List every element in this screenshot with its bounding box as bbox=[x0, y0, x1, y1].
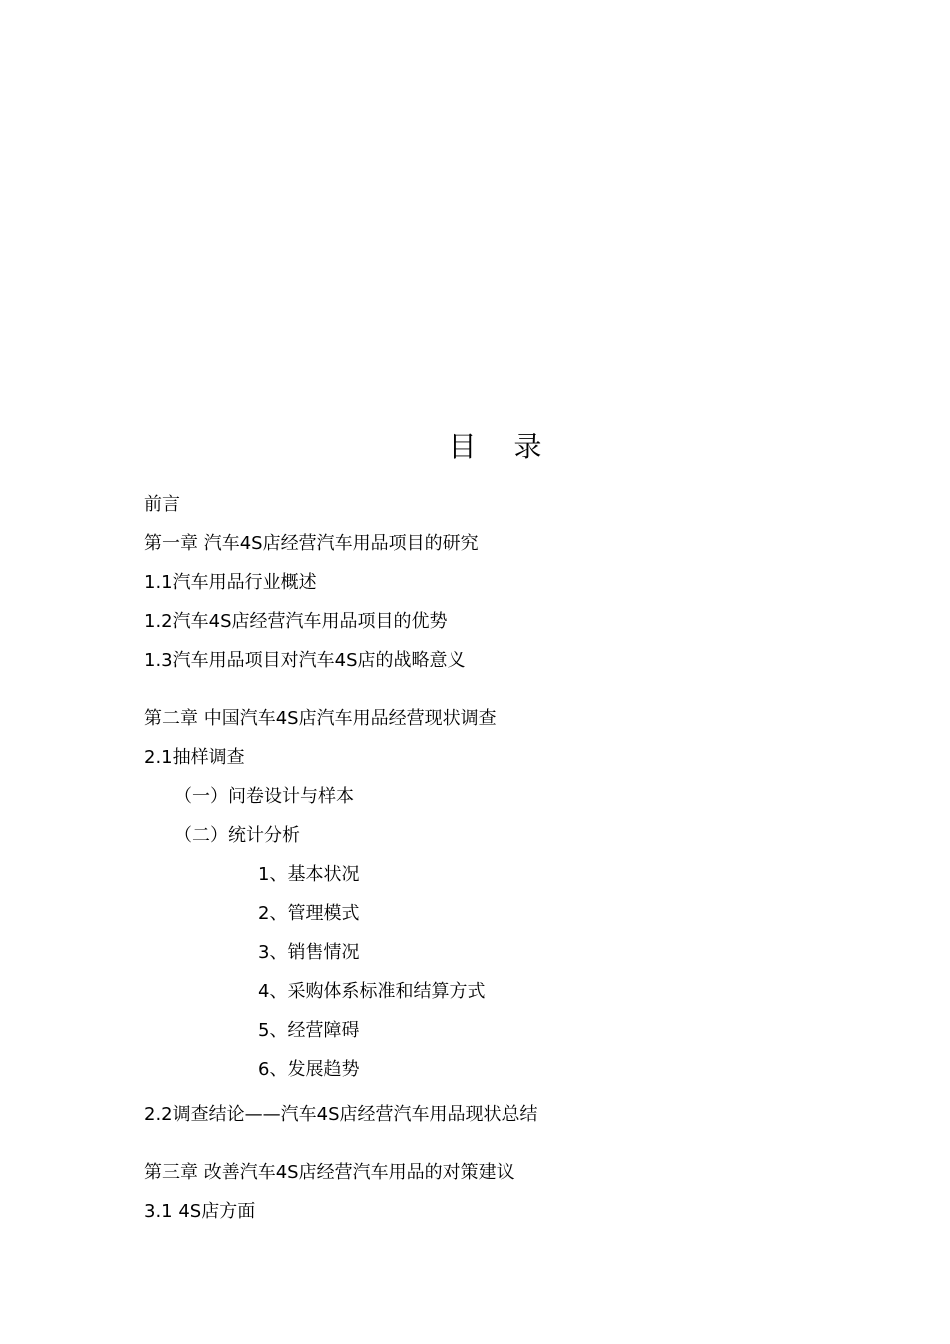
toc-entry-2-2: 2.2调查结论——汽车4S店经营汽车用品现状总结 bbox=[144, 1104, 538, 1125]
toc-entry-2-1-b-2: 2、管理模式 bbox=[258, 903, 360, 924]
toc-entry-chapter-2: 第二章 中国汽车4S店汽车用品经营现状调查 bbox=[144, 708, 497, 729]
toc-entry-2-1-b-6: 6、发展趋势 bbox=[258, 1059, 360, 1080]
toc-entry-chapter-3: 第三章 改善汽车4S店经营汽车用品的对策建议 bbox=[144, 1162, 515, 1183]
toc-entry-2-1-b-1: 1、基本状况 bbox=[258, 864, 360, 885]
toc-entry-2-1-b-3: 3、销售情况 bbox=[258, 942, 360, 963]
toc-entry-2-1-a: （一）问卷设计与样本 bbox=[174, 786, 354, 807]
toc-entry-3-1: 3.1 4S店方面 bbox=[144, 1201, 256, 1222]
toc-entry-2-1-b-4: 4、采购体系标准和结算方式 bbox=[258, 981, 486, 1002]
toc-entry-1-2: 1.2汽车4S店经营汽车用品项目的优势 bbox=[144, 611, 448, 632]
toc-entry-1-3: 1.3汽车用品项目对汽车4S店的战略意义 bbox=[144, 650, 466, 671]
toc-entry-preface: 前言 bbox=[144, 494, 180, 515]
toc-entry-2-1: 2.1抽样调查 bbox=[144, 747, 245, 768]
toc-title: 目 录 bbox=[448, 430, 556, 463]
toc-entry-chapter-1: 第一章 汽车4S店经营汽车用品项目的研究 bbox=[144, 533, 479, 554]
toc-entry-1-1: 1.1汽车用品行业概述 bbox=[144, 572, 317, 593]
toc-entry-2-1-b: （二）统计分析 bbox=[174, 825, 300, 846]
toc-entry-2-1-b-5: 5、经营障碍 bbox=[258, 1020, 360, 1041]
